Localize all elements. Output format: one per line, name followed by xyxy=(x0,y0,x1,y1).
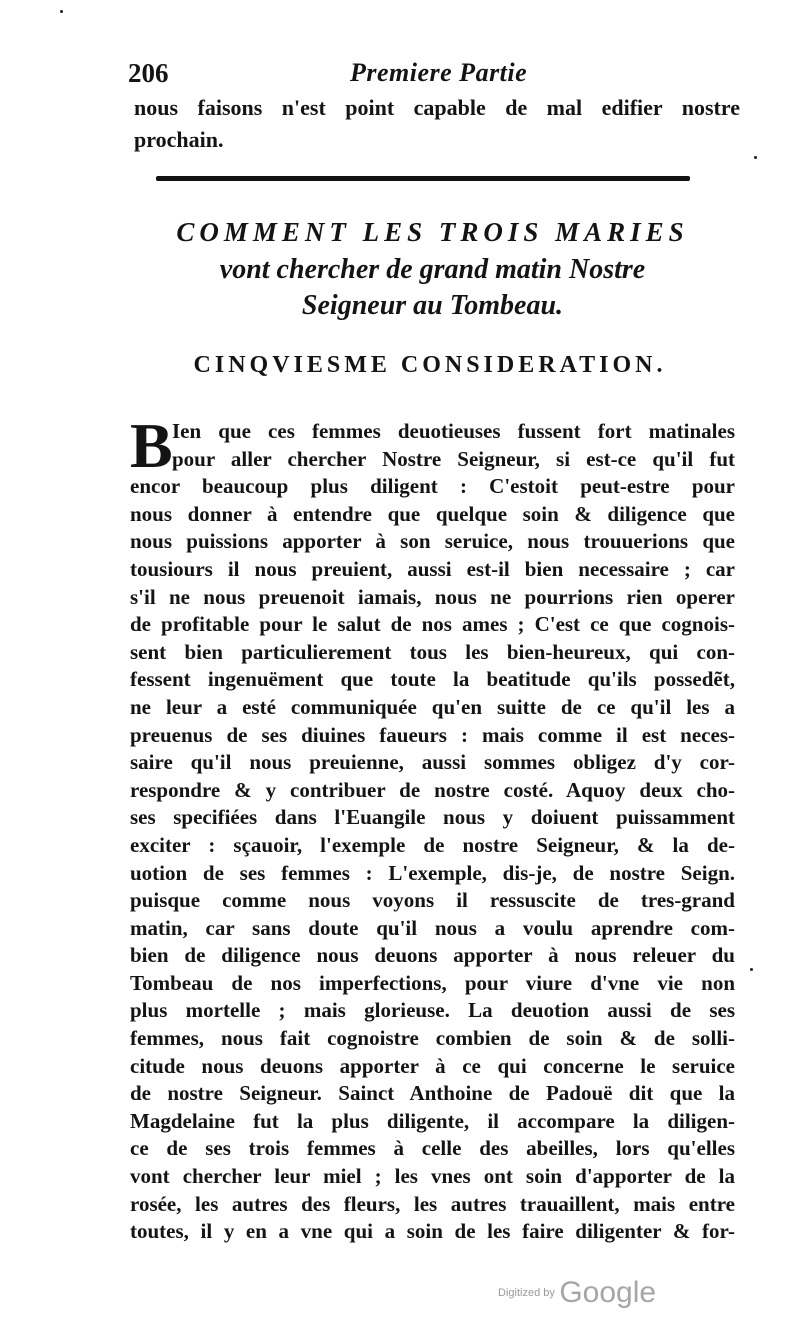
body-line: saire qu'il nous preuienne, aussi sommes obligez d'y cor- xyxy=(130,750,735,775)
digitization-watermark xyxy=(498,1276,656,1310)
section-divider xyxy=(156,176,690,181)
body-line: ce de ses trois femmes à celle des abeilles, lors qu'elles xyxy=(130,1136,735,1161)
body-line: vont chercher leur miel ; les vnes ont soin d'apporter de la xyxy=(130,1164,735,1189)
body-line: ne leur a esté communiquée qu'en suitte de ce qu'il les a xyxy=(130,694,735,719)
body-line: citude nous deuons apporter à ce qui concerne le seruice xyxy=(130,1053,735,1078)
body-line: nous puissions apporter à son seruice, nous trouuerions que xyxy=(130,529,735,554)
watermark-prefix: Digitized by xyxy=(498,1287,555,1299)
body-line: plus mortelle ; mais glorieuse. La deuotion aussi de ses xyxy=(130,998,735,1023)
body-line: ses specifiées dans l'Euangile nous y doiuent puissamment xyxy=(130,805,735,830)
body-line: pour aller chercher Nostre Seigneur, si est-ce qu'il fut xyxy=(172,446,735,471)
body-line: preuenus de ses diuines faueurs : mais comme il est neces- xyxy=(130,722,735,747)
page-number: 206 xyxy=(128,58,169,88)
page-speck xyxy=(750,968,753,971)
chapter-title-line: Seigneur au Tombeau. xyxy=(301,290,564,321)
body-line: uotion de ses femmes : L'exemple, dis-je, de nostre Seign. xyxy=(130,860,735,885)
body-line: s'il ne nous preuenoit iamais, nous ne pourrions rien operer xyxy=(130,584,735,609)
body-line: Tombeau de nos imperfections, pour viure d'vne vie non xyxy=(130,970,735,995)
section-heading: CINQVIESME CONSIDERATION. xyxy=(193,352,667,378)
body-line: matin, car sans doute qu'il nous a voulu aprendre com- xyxy=(130,915,735,940)
body-line: bien de diligence nous deuons apporter à nous releuer du xyxy=(130,943,735,968)
carryover-line: prochain. xyxy=(134,127,224,152)
body-line: puisque comme nous voyons il ressuscite de tres-grand xyxy=(130,888,735,913)
body-line: de profitable pour le salut de nos ames ; C'est ce que cognois- xyxy=(130,612,735,637)
body-line: de nostre Seigneur. Sainct Anthoine de Padouë dit que la xyxy=(130,1081,735,1106)
carryover-text xyxy=(134,92,740,156)
body-line: exciter : sçauoir, l'exemple de nostre Seigneur, & la de- xyxy=(130,832,735,857)
page-speck xyxy=(60,10,63,13)
body-line: encor beaucoup plus diligent : C'estoit peut-estre pour xyxy=(130,474,735,499)
page-header xyxy=(128,58,728,92)
body-line: toutes, il y en a vne qui a soin de les faire diligenter & for- xyxy=(130,1219,735,1244)
drop-cap: B xyxy=(130,410,173,481)
google-logo: Google xyxy=(559,1276,657,1309)
page-speck xyxy=(754,156,757,159)
body-line: tousiours il nous preuient, aussi est-il bien necessaire ; car xyxy=(130,556,735,581)
body-line: sent bien particulierement tous les bien-heureux, qui con- xyxy=(130,639,735,664)
chapter-title-line: COMMENT LES TROIS MARIES xyxy=(176,217,689,247)
body-line: nous donner à entendre que quelque soin & diligence que xyxy=(130,501,735,526)
body-line: femmes, nous fait cognoistre combien de soin & de solli- xyxy=(130,1026,735,1051)
body-paragraph xyxy=(130,410,735,1246)
running-head: Premiere Partie xyxy=(350,58,528,87)
body-line: fessent ingenuëment que toute la beatitude qu'ils possedẽt, xyxy=(130,667,735,692)
body-line: Ien que ces femmes deuotieuses fussent fort matinales xyxy=(172,419,735,443)
body-line: rosée, les autres des fleurs, les autres trauaillent, mais entre xyxy=(130,1191,735,1216)
chapter-title-line: vont chercher de grand matin Nostre xyxy=(219,254,646,285)
chapter-title xyxy=(125,212,740,324)
body-line: respondre & y contribuer de nostre costé. Aquoy deux cho- xyxy=(130,777,735,802)
carryover-line: nous faisons n'est point capable de mal edifier nostre xyxy=(134,95,740,120)
body-line: Magdelaine fut la plus diligente, il accompare la diligen- xyxy=(130,1108,735,1133)
